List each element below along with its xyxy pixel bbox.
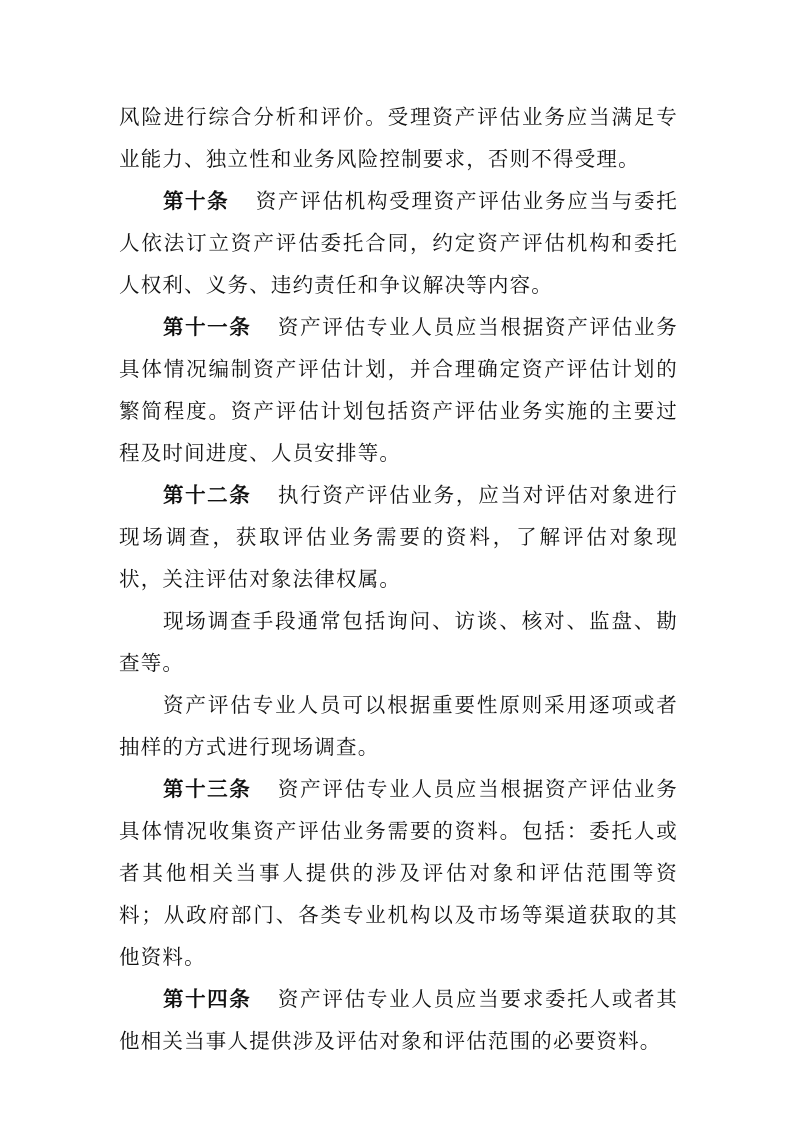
paragraph-text: 资产评估机构受理资产评估业务应当与委托人依法订立资产评估委托合同，约定资产评估机构和委托人权利、义务、违约责任和争议解决等内容。 <box>119 189 678 297</box>
paragraph-text: 资产评估专业人员可以根据重要性原则采用逐项或者抽样的方式进行现场调查。 <box>119 693 678 759</box>
article-12-paragraph-3 <box>119 684 678 768</box>
paragraph-text: 资产评估专业人员应当根据资产评估业务具体情况编制资产评估计划，并合理确定资产评估计划的繁简程度。资产评估计划包括资产评估业务实施的主要过程及时间进度、人员安排等。 <box>119 315 679 465</box>
paragraph-continuation <box>119 96 678 180</box>
article-title: 第十一条 <box>163 315 252 339</box>
paragraph-text: 资产评估专业人员应当根据资产评估业务具体情况收集资产评估业务需要的资料。包括：委托人或者其他相关当事人提供的涉及评估对象和评估范围等资料；从政府部门、各类专业机构以及市场等渠道获取的其他资料。 <box>119 777 679 969</box>
paragraph-text: 资产评估专业人员应当要求委托人或者其他相关当事人提供涉及评估对象和评估范围的必要资料。 <box>119 987 679 1053</box>
article-11 <box>119 306 678 474</box>
paragraph-text: 风险进行综合分析和评价。受理资产评估业务应当满足专业能力、独立性和业务风险控制要求，否则不得受理。 <box>119 105 678 171</box>
article-14 <box>119 978 678 1062</box>
article-10 <box>119 180 678 306</box>
article-title: 第十四条 <box>163 987 252 1011</box>
article-12-paragraph-2 <box>119 600 678 684</box>
article-title: 第十条 <box>163 189 230 213</box>
article-title: 第十二条 <box>163 483 252 507</box>
paragraph-text: 执行资产评估业务，应当对评估对象进行现场调查，获取评估业务需要的资料，了解评估对象现状，关注评估对象法律权属。 <box>119 483 679 591</box>
article-13 <box>119 768 678 978</box>
article-12 <box>119 474 678 600</box>
article-title: 第十三条 <box>163 777 252 801</box>
paragraph-text: 现场调查手段通常包括询问、访谈、核对、监盘、勘查等。 <box>119 609 678 675</box>
